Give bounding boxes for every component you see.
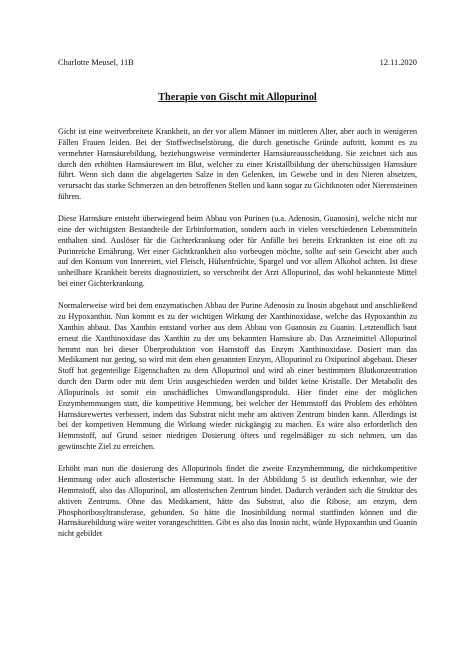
- page-header: [58, 57, 417, 69]
- document-date: 12.11.2020: [379, 58, 417, 67]
- author-name: Charlotte Meusel, 11B: [58, 58, 134, 67]
- document-body: [58, 127, 417, 551]
- paragraph-1: Gicht ist eine weitverbreitete Krankheit, an der vor allem Männer im mittleren Alter, aber auch in wenigeren Fällen Frauen leiden. Bei der Stoffwechselstörung, die durch genetische Gründe auftritt, kommt es zu vermehrter Harnsäurebildung, beziehungsweise verminderter Harnsäureausscheidung. Sie zeichnet sich aus durch den erhöhten Harnsäurewert im Blut, welcher zu einer Kristallbildung der überschüssigen Harnsäure führt. Wenn sich dann die abgelagerten Salze in den Gelenken, im Gewebe und in den Nieren absetzen, verursacht das starke Schmerzen an den betroffenen Stellen und kann sogar zu Gichtknoten oder Nierensteinen führen.: [58, 127, 417, 202]
- document-title: Therapie von Gischt mit Allopurinol: [158, 92, 317, 103]
- paragraph-4: Erhöht man nun die dosierung des Allopurinols findet die zweite Enzymhemmung, die nichtkompetitive Hemmung oder auch allosterische Hemmung statt. In der Abbildung 5 ist deutlich erkennbar, wie der Hemmstoff, also das Allopurinol, am allosterischen Zentrum bindet. Dadurch verändert sich die Struktur des aktiven Zentrums. Ohne das Medikament, hätte das Substrat, also die Ribose, am enzym, dem Phosphoribosyltransferase, gebunden. So hätte die Inosinbildung normal stattfinden können und die Harnsäurebildung wäre weiter vorangeschritten. Gibt es also das Inosin nicht, würde Hypoxanthin und Guanin nicht gebildet: [58, 464, 417, 539]
- paragraph-2: Diese Harnsäure entsteht überwiegend beim Abbau von Purinen (u.a. Adenosin, Guanosin), welche nicht nur eine der wichtigsten Bestandteile der Erbinformation, sondern auch in vielen verschiedenen Lebensmitteln enthalten sind. Auslöser für die Gichterkrankung oder für Anfälle bei bereits Erkrankten ist eine oft zu Purinreiche Ernährung. Wer einer Gichtkrankheit also vorbeugen möchte, sollte auf sein Gewicht aber auch auf den Konsum von Innereien, viel Fleisch, Hülsenfrüchte, Spargel und vor allem Alkohol achten. Ist diese unheilbare Krankheit bereits diagnostiziert, so verschreibt der Arzt Allopurinol, das wohl bekannteste Mittel bei einer Gichterkrankung.: [58, 214, 417, 289]
- paragraph-3: Normalerweise wird bei dem enzymatischen Abbau der Purine Adenosin zu Inosin abgebaut und anschließend zu Hypoxanthin. Nun kommt es zu der wichtigen Wirkung der Xanthinoxidase, welche das Hypoxanthin zu Xanthin abbaut. Das Xanthin entstand vorher aus dem Abbau von Guanosin zu Guanin. Letztendlich baut erneut die Xanthinoxidase das Xanthin zu der uns bekannten Harnsäure ab. Das Arzneimittel Allopurinol hemmt nun bei dieser Überproduktion von Harnstoff das Enzym Xanthinoxidase. Dosiert man das Medikament nur gering, so wird mit dem eben genannten Enzym, Allopurinol zu Oxipurinol abgebaut. Dieser Stoff hat gegenteilige Eigenschaften zu dem Allopurinol und wird ab einer bestimmten Blutkonzentration durch den Darm oder mit dem Urin ausgeschieden werden und bildet keine Kristalle. Der Metabolit des Allopurinols ist somit ein unschädliches Umwandlungsprodukt. Hier findet eine der möglichen Enzymhemmungen statt, die kompetitive Hemmung, bei welcher der Hemmstoff das Problem des erhöhten Harnsäurewertes verbessert, indem das Substrat nicht mehr am aktiven Zentrum binden kann. Allerdings ist bei der kompetiven Hemmung die Wirkung wieder rückgängig zu machen. Es wäre also erforderlich den Hemmstoff, auf Grund seiner niedrigen Dosierung öfters und regelmäßiger zu sich nehmen, um das gewünschte Ziel zu erreichen.: [58, 301, 417, 452]
